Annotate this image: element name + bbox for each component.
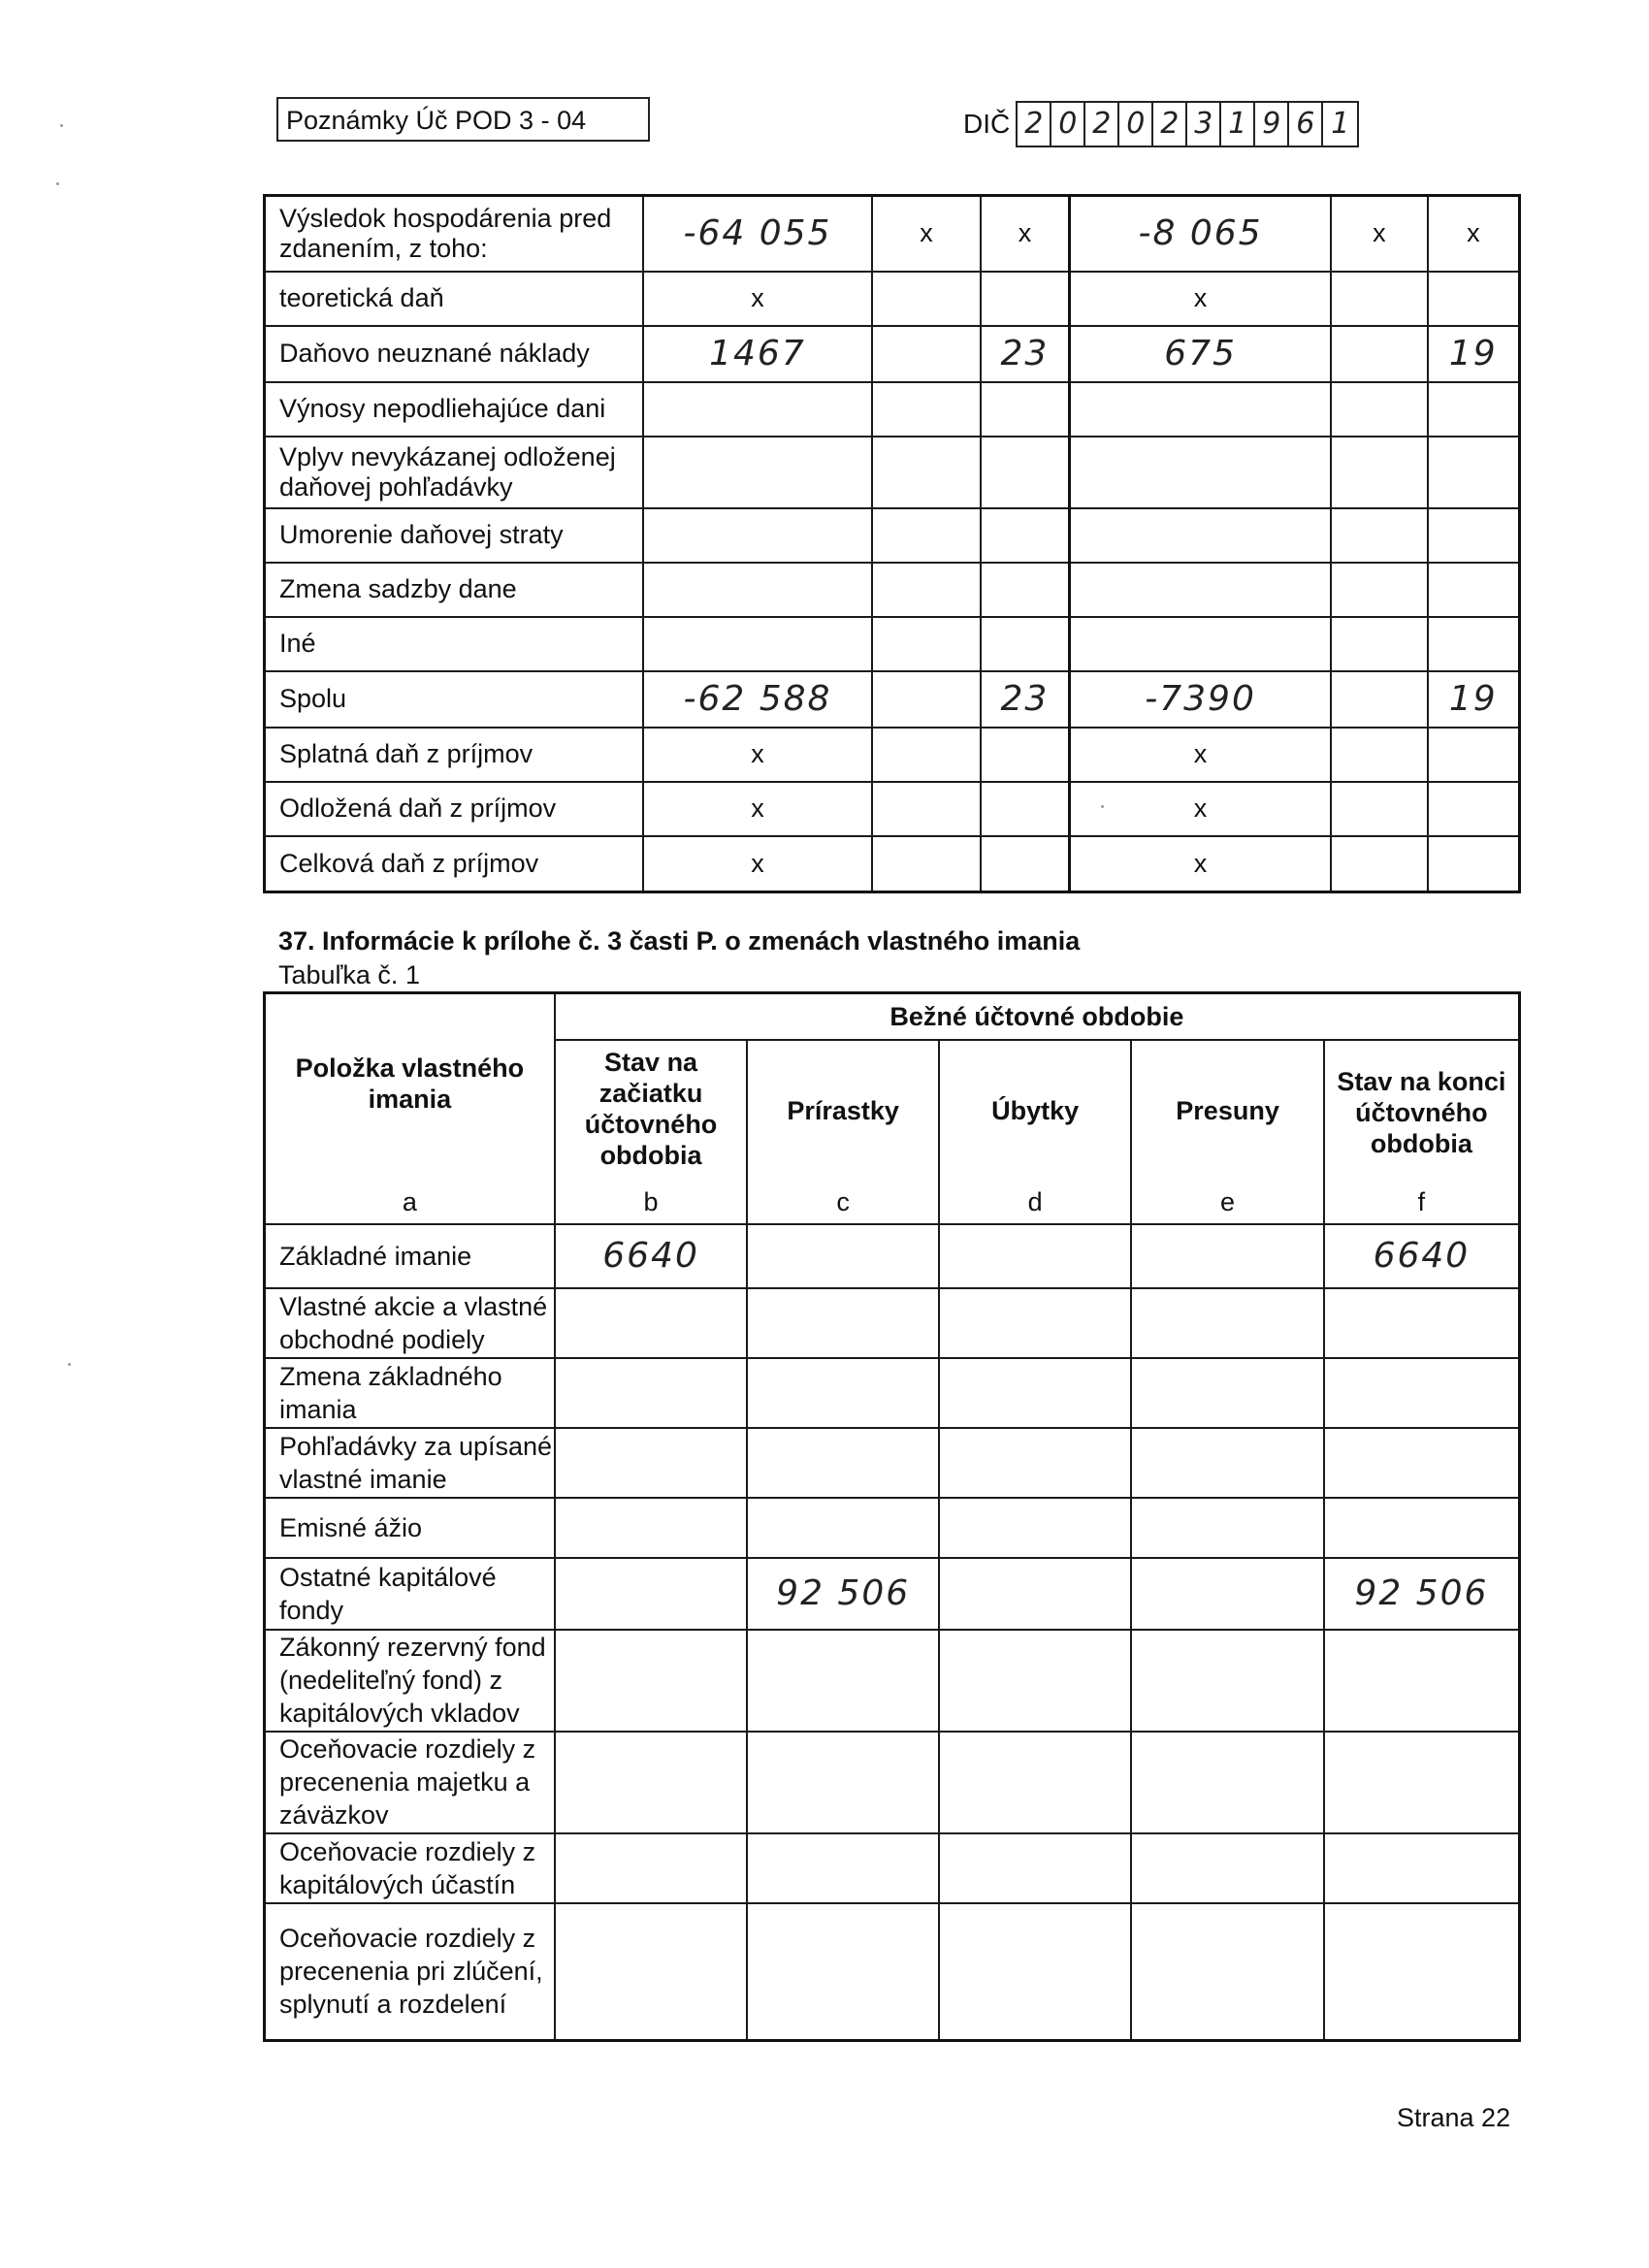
- column-letter: e: [1220, 1186, 1236, 1216]
- value-cell: [1070, 382, 1331, 437]
- dic-digit: 2: [1085, 103, 1119, 146]
- row-label: Zmena základného imania: [265, 1358, 555, 1428]
- dic-digit: 6: [1289, 103, 1323, 146]
- value-cell: [939, 1732, 1131, 1833]
- equity-table-row: [265, 1630, 1520, 1732]
- value-cell: [643, 508, 872, 563]
- dic-digit: 2: [1153, 103, 1187, 146]
- row-label: Odložená daň z príjmov: [265, 782, 643, 836]
- value-cell: [939, 1288, 1131, 1358]
- dic-boxes: [1016, 101, 1359, 147]
- dic-digit: 0: [1051, 103, 1085, 146]
- equity-table-row: [265, 1428, 1520, 1498]
- column-header-cell: [939, 1040, 1131, 1224]
- value-cell: [555, 1558, 748, 1630]
- value-cell: x: [643, 728, 872, 782]
- value-cell: 19: [1428, 326, 1520, 382]
- value-cell: [1428, 508, 1520, 563]
- value-cell: [1331, 836, 1428, 892]
- value-cell: [1428, 782, 1520, 836]
- tax-table-row: [265, 326, 1520, 382]
- value-cell: [939, 1630, 1131, 1732]
- value-cell: [1331, 671, 1428, 728]
- value-cell: [1070, 508, 1331, 563]
- value-cell: 92 506: [747, 1558, 939, 1630]
- value-cell: -8 065: [1070, 196, 1331, 272]
- dic-digit: 2: [1018, 103, 1051, 146]
- row-label: Vlastné akcie a vlastné obchodné podiely: [265, 1288, 555, 1358]
- value-cell: [555, 1833, 748, 1903]
- value-cell: [1331, 382, 1428, 437]
- value-cell: [872, 836, 981, 892]
- row-label: Ostatné kapitálové fondy: [265, 1558, 555, 1630]
- value-cell: x: [1070, 728, 1331, 782]
- value-cell: [1428, 617, 1520, 671]
- value-cell: [555, 1630, 748, 1732]
- value-cell: x: [872, 196, 981, 272]
- value-cell: [872, 437, 981, 508]
- dic-field: [963, 101, 1359, 147]
- value-cell: [1070, 563, 1331, 617]
- period-header: Bežné účtovné obdobie: [555, 993, 1520, 1040]
- value-cell: [1331, 617, 1428, 671]
- column-header-cell: [747, 1040, 939, 1224]
- value-cell: [1428, 382, 1520, 437]
- equity-table-row: [265, 1558, 1520, 1630]
- value-cell: 6640: [555, 1224, 748, 1288]
- section-title: 37. Informácie k prílohe č. 3 časti P. o zmenách vlastného imania: [278, 926, 1081, 956]
- tax-table-row: [265, 272, 1520, 326]
- row-label: Splatná daň z príjmov: [265, 728, 643, 782]
- row-label: Pohľadávky za upísané vlastné imanie: [265, 1428, 555, 1498]
- value-cell: [1331, 326, 1428, 382]
- value-cell: [1324, 1358, 1520, 1428]
- value-cell: x: [981, 196, 1070, 272]
- tax-table-row: [265, 728, 1520, 782]
- value-cell: x: [1070, 836, 1331, 892]
- value-cell: [1131, 1630, 1323, 1732]
- value-cell: [981, 728, 1070, 782]
- value-cell: 1467: [643, 326, 872, 382]
- value-cell: [1428, 728, 1520, 782]
- row-label: Umorenie daňovej straty: [265, 508, 643, 563]
- column-header: Úbytky: [991, 1095, 1080, 1125]
- value-cell: [747, 1903, 939, 2041]
- equity-changes-table: [263, 991, 1521, 2042]
- column-letter: a: [402, 1186, 417, 1216]
- value-cell: [981, 508, 1070, 563]
- value-cell: x: [1331, 196, 1428, 272]
- value-cell: -64 055: [643, 196, 872, 272]
- value-cell: [939, 1833, 1131, 1903]
- value-cell: [1070, 617, 1331, 671]
- value-cell: [643, 617, 872, 671]
- value-cell: [939, 1498, 1131, 1558]
- value-cell: [747, 1732, 939, 1833]
- value-cell: [981, 836, 1070, 892]
- value-cell: [643, 437, 872, 508]
- tax-table-row: [265, 782, 1520, 836]
- row-label: Celková daň z príjmov: [265, 836, 643, 892]
- row-label: Iné: [265, 617, 643, 671]
- value-cell: [1131, 1903, 1323, 2041]
- table-number: Tabuľka č. 1: [278, 960, 420, 989]
- value-cell: [939, 1358, 1131, 1428]
- row-label: Spolu: [265, 671, 643, 728]
- value-cell: [555, 1288, 748, 1358]
- scan-speck: [60, 124, 63, 127]
- equity-table-row: [265, 1903, 1520, 2041]
- row-label: Výnosy nepodliehajúce dani: [265, 382, 643, 437]
- value-cell: [1428, 563, 1520, 617]
- value-cell: [872, 617, 981, 671]
- value-cell: [981, 382, 1070, 437]
- column-header-cell: [1324, 1040, 1520, 1224]
- value-cell: [747, 1224, 939, 1288]
- dic-digit: 1: [1221, 103, 1255, 146]
- row-label: Základné imanie: [265, 1224, 555, 1288]
- value-cell: [1331, 272, 1428, 326]
- column-letter: f: [1417, 1186, 1426, 1216]
- value-cell: x: [1070, 272, 1331, 326]
- item-header-cell: [265, 993, 555, 1224]
- form-label: Poznámky Úč POD 3 - 04: [276, 97, 650, 142]
- column-header: Presuny: [1176, 1095, 1279, 1125]
- tax-table-row: [265, 508, 1520, 563]
- value-cell: [872, 272, 981, 326]
- row-label: Výsledok hospodárenia pred zdanením, z toho:: [265, 196, 643, 272]
- value-cell: [1324, 1833, 1520, 1903]
- value-cell: [747, 1498, 939, 1558]
- row-label: teoretická daň: [265, 272, 643, 326]
- value-cell: x: [1428, 196, 1520, 272]
- column-header: Prírastky: [787, 1095, 899, 1125]
- value-cell: [1131, 1833, 1323, 1903]
- column-header-cell: [555, 1040, 748, 1224]
- value-cell: [1324, 1630, 1520, 1732]
- value-cell: [555, 1358, 748, 1428]
- value-cell: 23: [981, 671, 1070, 728]
- value-cell: [747, 1428, 939, 1498]
- row-label: Oceňovacie rozdiely z precenenia majetku a záväzkov: [265, 1732, 555, 1833]
- equity-table-row: [265, 1358, 1520, 1428]
- value-cell: [872, 671, 981, 728]
- tax-table-row: [265, 563, 1520, 617]
- value-cell: [1131, 1428, 1323, 1498]
- equity-table-row: [265, 1224, 1520, 1288]
- value-cell: [1428, 836, 1520, 892]
- item-header: Položka vlastného imania: [295, 1053, 525, 1114]
- value-cell: [1131, 1498, 1323, 1558]
- value-cell: [1428, 437, 1520, 508]
- dic-digit: 1: [1331, 107, 1350, 141]
- equity-table-row: [265, 1732, 1520, 1833]
- tax-table-row: [265, 382, 1520, 437]
- value-cell: [1331, 782, 1428, 836]
- column-letter: d: [1027, 1186, 1043, 1216]
- row-label: Daňovo neuznané náklady: [265, 326, 643, 382]
- value-cell: [555, 1903, 748, 2041]
- row-label: Emisné ážio: [265, 1498, 555, 1558]
- value-cell: [1131, 1224, 1323, 1288]
- value-cell: [1324, 1288, 1520, 1358]
- value-cell: [747, 1833, 939, 1903]
- equity-table-row: [265, 1288, 1520, 1358]
- value-cell: [555, 1498, 748, 1558]
- value-cell: [939, 1558, 1131, 1630]
- value-cell: [1331, 508, 1428, 563]
- value-cell: [1131, 1558, 1323, 1630]
- dic-label: DIČ: [963, 109, 1011, 139]
- value-cell: x: [643, 836, 872, 892]
- row-label: Zákonný rezervný fond (nedeliteľný fond) z kapitálových vkladov: [265, 1630, 555, 1732]
- value-cell: [872, 508, 981, 563]
- tax-table-row: [265, 617, 1520, 671]
- value-cell: [1070, 437, 1331, 508]
- value-cell: -62 588: [643, 671, 872, 728]
- value-cell: [981, 563, 1070, 617]
- scan-speck: [56, 182, 59, 185]
- row-label: Oceňovacie rozdiely z precenenia pri zlúčení, splynutí a rozdelení: [265, 1903, 555, 2041]
- value-cell: [1131, 1732, 1323, 1833]
- dic-digit: 9: [1255, 103, 1289, 146]
- value-cell: x: [1070, 782, 1331, 836]
- value-cell: [939, 1903, 1131, 2041]
- equity-table-row: [265, 1833, 1520, 1903]
- column-header-cell: [1131, 1040, 1323, 1224]
- value-cell: -7390: [1070, 671, 1331, 728]
- value-cell: [1131, 1288, 1323, 1358]
- page-number: Strana 22: [1397, 2103, 1511, 2132]
- value-cell: [1331, 563, 1428, 617]
- value-cell: [1331, 728, 1428, 782]
- value-cell: [939, 1224, 1131, 1288]
- scan-speck: [1101, 805, 1104, 808]
- value-cell: 23: [981, 326, 1070, 382]
- value-cell: [1428, 272, 1520, 326]
- column-letter: b: [643, 1186, 659, 1216]
- value-cell: 675: [1070, 326, 1331, 382]
- value-cell: [1324, 1732, 1520, 1833]
- dic-digit: 0: [1119, 103, 1153, 146]
- value-cell: 6640: [1324, 1224, 1520, 1288]
- row-label: Oceňovacie rozdiely z kapitálových účastín: [265, 1833, 555, 1903]
- value-cell: [555, 1428, 748, 1498]
- row-label: Zmena sadzby dane: [265, 563, 643, 617]
- value-cell: [939, 1428, 1131, 1498]
- value-cell: [555, 1732, 748, 1833]
- tax-table-row: [265, 437, 1520, 508]
- tax-table-row: [265, 671, 1520, 728]
- value-cell: [747, 1358, 939, 1428]
- value-cell: [1324, 1498, 1520, 1558]
- value-cell: [1324, 1903, 1520, 2041]
- value-cell: x: [643, 782, 872, 836]
- column-letter: c: [836, 1186, 850, 1216]
- tax-reconciliation-table: [263, 194, 1521, 893]
- equity-table-row: [265, 1498, 1520, 1558]
- value-cell: 92 506: [1324, 1558, 1520, 1630]
- value-cell: [643, 382, 872, 437]
- value-cell: [872, 728, 981, 782]
- value-cell: [872, 382, 981, 437]
- tax-table-row: [265, 836, 1520, 892]
- dic-digit: 3: [1187, 103, 1221, 146]
- value-cell: [981, 617, 1070, 671]
- value-cell: [872, 326, 981, 382]
- scan-speck: [68, 1363, 71, 1366]
- value-cell: x: [643, 272, 872, 326]
- value-cell: [1131, 1358, 1323, 1428]
- value-cell: [981, 272, 1070, 326]
- column-header: Stav na konci účtovného obdobia: [1337, 1066, 1506, 1158]
- value-cell: [872, 563, 981, 617]
- value-cell: [872, 782, 981, 836]
- value-cell: [643, 563, 872, 617]
- value-cell: [1331, 437, 1428, 508]
- column-header: Stav na začiatku účtovného obdobia: [584, 1047, 718, 1170]
- tax-table-row: [265, 196, 1520, 272]
- value-cell: [981, 782, 1070, 836]
- row-label: Vplyv nevykázanej odloženej daňovej pohľadávky: [265, 437, 643, 508]
- value-cell: 19: [1428, 671, 1520, 728]
- value-cell: [747, 1630, 939, 1732]
- value-cell: [981, 437, 1070, 508]
- value-cell: [1324, 1428, 1520, 1498]
- value-cell: [747, 1288, 939, 1358]
